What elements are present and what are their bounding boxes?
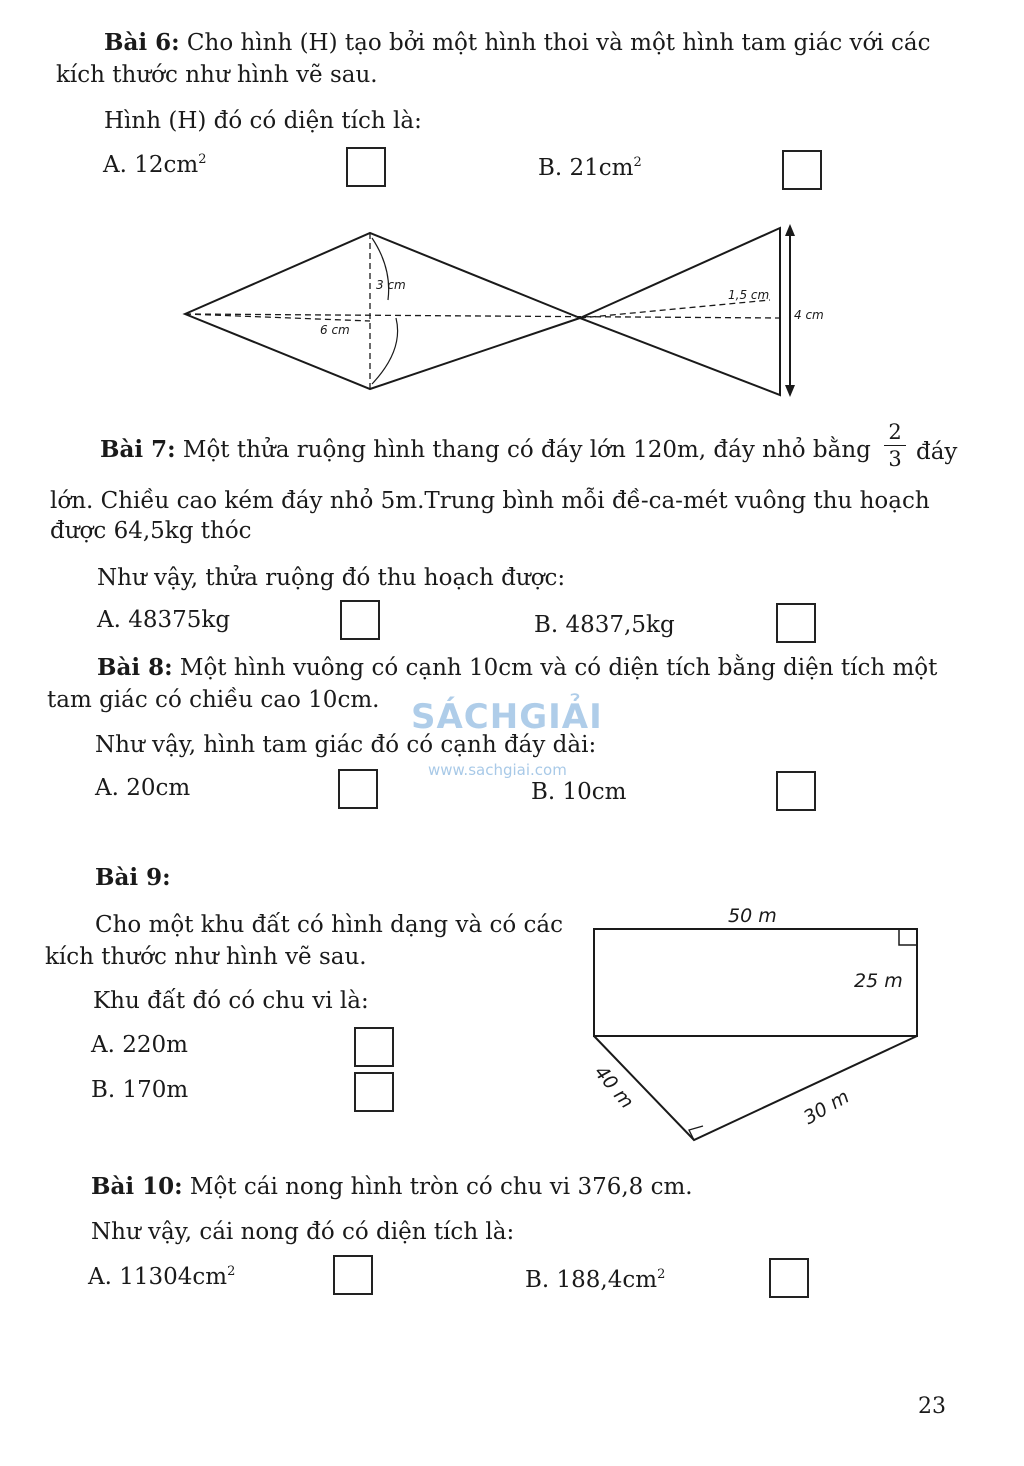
- page-number: 23: [918, 1394, 946, 1419]
- bai7-frac-num: 2: [888, 420, 902, 444]
- bai10-option-b-checkbox[interactable]: [769, 1258, 809, 1298]
- watermark-url: www.sachgiai.com: [428, 761, 567, 779]
- bai6-option-a: A. $12cm^2$: [103, 152, 207, 178]
- bai6-label-1-5cm: 1,5 cm: [728, 288, 770, 302]
- bai9-figure: [560, 890, 960, 1160]
- bai10-question: Như vậy, cái nong đó có diện tích là:: [91, 1219, 515, 1245]
- bai8-option-b-checkbox[interactable]: [776, 771, 816, 811]
- bai6-text-1: Cho hình (H) tạo bởi một hình thoi và một hình tam giác với các: [186, 30, 931, 56]
- bai7-question: Như vậy, thửa ruộng đó thu hoạch được:: [97, 565, 566, 591]
- bai9-text-2: kích thước như hình vẽ sau.: [45, 944, 367, 970]
- bai9-label-left-slant: 40 m: [589, 1061, 638, 1113]
- bai6-label-6cm: 6 cm: [320, 323, 350, 337]
- bai7-text-3: được 64,5kg thóc: [50, 518, 252, 544]
- bai6-question: Hình (H) đó có diện tích là:: [104, 108, 422, 134]
- bai8-option-b: B. 10cm: [531, 779, 627, 805]
- bai7-option-b-checkbox[interactable]: [776, 603, 816, 643]
- bai10-option-a: A. $11304cm^2$: [88, 1264, 236, 1290]
- bai6-label-4cm: 4 cm: [794, 308, 824, 322]
- bai7-label: Bài 7:: [100, 436, 176, 463]
- bai8-label: Bài 8:: [97, 654, 173, 681]
- bai7-frac-den: 3: [888, 447, 902, 471]
- bai10-option-b: B. $188,4cm^2$: [525, 1267, 666, 1293]
- bai8-line1: Bài 8: Một hình vuông có cạnh 10cm và có diện tích bằng diện tích một: [97, 654, 938, 681]
- bai9-option-a-checkbox[interactable]: [354, 1027, 394, 1067]
- watermark-logo: SÁCHGIẢI: [411, 697, 603, 737]
- bai9-option-b-checkbox[interactable]: [354, 1072, 394, 1112]
- bai7-option-a: A. 48375kg: [97, 607, 231, 633]
- bai6-label-3cm: 3 cm: [376, 278, 406, 292]
- bai10-option-a-checkbox[interactable]: [333, 1255, 373, 1295]
- bai9-label: Bài 9:: [95, 864, 171, 891]
- bai8-option-a: A. 20cm: [95, 775, 191, 801]
- bai7-option-a-checkbox[interactable]: [340, 600, 380, 640]
- bai9-option-a: A. 220m: [91, 1032, 188, 1058]
- bai6-text-2: kích thước như hình vẽ sau.: [56, 62, 378, 88]
- bai9-text-1: Cho một khu đất có hình dạng và có các: [95, 912, 563, 938]
- bai10-line1: Bài 10: Một cái nong hình tròn có chu vi 376,8 cm.: [91, 1173, 693, 1200]
- bai8-option-a-checkbox[interactable]: [338, 769, 378, 809]
- bai8-text-2: tam giác có chiều cao 10cm.: [47, 687, 380, 713]
- bai9-label-right: 25 m: [854, 970, 903, 992]
- bai9-option-b: B. 170m: [91, 1077, 189, 1103]
- bai7-fraction: [884, 420, 906, 471]
- bai7-text-2: lớn. Chiều cao kém đáy nhỏ 5m.Trung bình mỗi đề-ca-mét vuông thu hoạch: [50, 488, 930, 514]
- bai9-label-top: 50 m: [728, 905, 777, 927]
- bai9-label-right-slant: 30 m: [799, 1085, 854, 1130]
- bai7-option-b: B. 4837,5kg: [534, 612, 675, 638]
- bai6-figure: [0, 0, 1024, 440]
- bai8-question: Như vậy, hình tam giác đó có cạnh đáy dài:: [95, 732, 597, 758]
- bai6-label: Bài 6:: [104, 29, 180, 56]
- bai10-label: Bài 10:: [91, 1173, 183, 1200]
- bai7-line1: Bài 7: Một thửa ruộng hình thang có đáy lớn 120m, đáy nhỏ bằng: [100, 436, 871, 463]
- bai6-option-b: B. $21cm^2$: [538, 155, 642, 181]
- bai7-text-1b: đáy: [916, 439, 958, 465]
- bai9-question: Khu đất đó có chu vi là:: [93, 988, 369, 1014]
